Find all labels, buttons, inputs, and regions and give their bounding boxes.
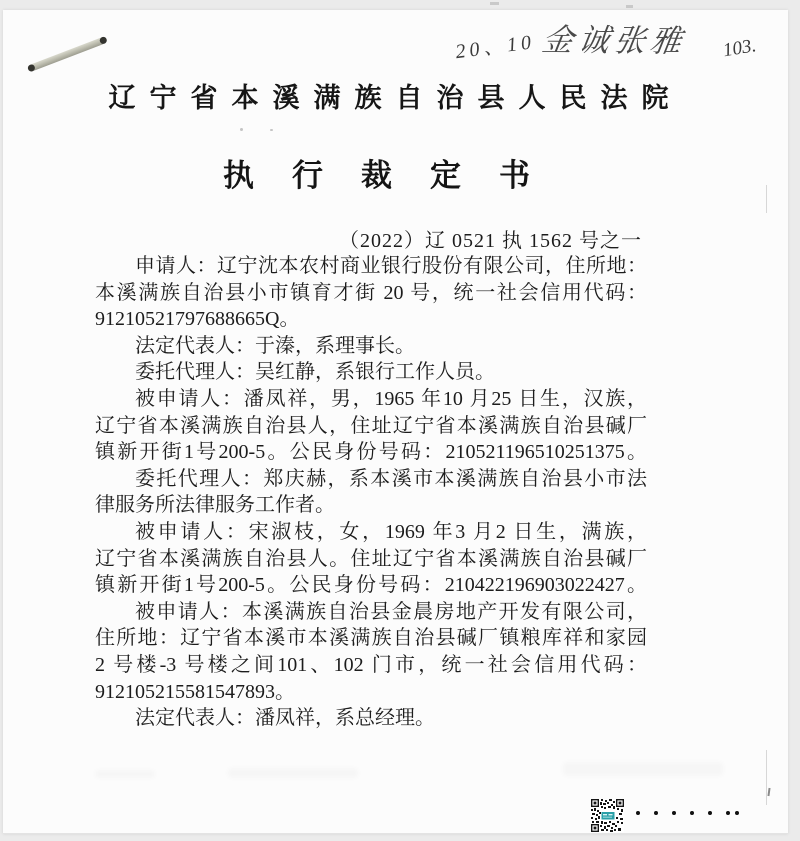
- scan-artifact: [95, 770, 155, 778]
- document-page: [3, 10, 788, 834]
- doc-line: 申请人：辽宁沈本农村商业银行股份有限公司，住所地：: [135, 255, 647, 277]
- doc-line: 法定代表人：潘凤祥，系总经理。: [135, 707, 435, 730]
- document-title: 执行裁定书: [223, 158, 568, 193]
- scan-artifact: [240, 128, 243, 131]
- doc-line: 2 号楼-3 号楼之间101、102 门市，统一社会信用代码：: [95, 653, 647, 676]
- doc-line: 住所地：辽宁省本溪市本溪满族自治县碱厂镇粮库祥和家园: [95, 627, 647, 650]
- staple-icon: [29, 37, 106, 72]
- doc-line: 本溪满族自治县小市镇育才街 20 号，统一社会信用代码：: [95, 281, 647, 304]
- doc-line: 律服务所法律服务工作者。: [95, 494, 335, 517]
- doc-line: 912105215581547893。: [95, 680, 295, 703]
- doc-line: 镇新开街1号200-5。公民身份号码：210521196510251375。: [95, 441, 647, 464]
- scan-artifact: [766, 185, 767, 213]
- dot: [735, 811, 739, 815]
- handwritten-annotation: [442, 10, 789, 83]
- staple-tip: [27, 63, 36, 72]
- doc-line: 91210521797688665Q。: [95, 308, 300, 331]
- scan-artifact: [563, 762, 723, 776]
- court-name: 辽宁省本溪满族自治县人民法院: [108, 83, 683, 113]
- scan-artifact: [626, 5, 633, 8]
- scan-artifact: [270, 129, 273, 131]
- handwritten-number: 103.: [721, 35, 758, 62]
- dot-leaders: [636, 811, 739, 815]
- doc-line: 辽宁省本溪满族自治县人，住址辽宁省本溪满族自治县碱厂: [95, 414, 647, 437]
- doc-line: 辽宁省本溪满族自治县人。住址辽宁省本溪满族自治县碱厂: [95, 547, 647, 570]
- dot: [690, 811, 694, 815]
- doc-line: 法定代表人：于溱，系理事长。: [135, 334, 415, 357]
- scan-artifact: [767, 788, 770, 796]
- document-body: [95, 253, 647, 732]
- case-number: （2022）辽 0521 执 1562 号之一: [339, 230, 642, 252]
- scan-artifact: [766, 750, 767, 805]
- handwritten-date: 20、10: [454, 31, 537, 64]
- handwritten-signature: 金诚张雅: [539, 22, 689, 59]
- qr-code-icon: [591, 799, 624, 832]
- dot: [636, 811, 640, 815]
- doc-line: 委托代理人：郑庆赫，系本溪市本溪满族自治县小市法: [135, 467, 647, 490]
- doc-line: 委托代理人：吴红静，系银行工作人员。: [135, 361, 495, 384]
- doc-line: 被申请人：潘凤祥，男，1965 年10 月25 日生，汉族，: [135, 387, 647, 410]
- doc-line: 被申请人：宋淑枝，女，1969 年3 月2 日生，满族，: [135, 520, 647, 543]
- scan-artifact: [490, 2, 499, 5]
- doc-line: 镇新开街1号200-5。公民身份号码：210422196903022427。: [95, 574, 647, 597]
- dot: [654, 811, 658, 815]
- dot: [708, 811, 712, 815]
- scan-artifact: [228, 768, 358, 778]
- dot: [726, 811, 730, 815]
- staple-tip: [99, 36, 108, 45]
- dot: [672, 811, 676, 815]
- doc-line: 被申请人：本溪满族自治县金晨房地产开发有限公司，: [135, 600, 647, 623]
